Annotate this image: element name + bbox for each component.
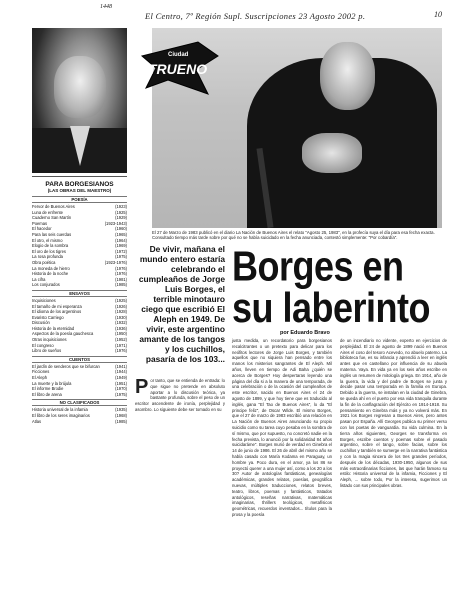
ciudad-trueno-logo xyxy=(138,36,222,98)
work-title: La muerte y la brújula xyxy=(32,380,72,386)
work-year: (1960) xyxy=(115,226,127,232)
sidebar-work-item xyxy=(32,392,127,398)
work-title: El congreso xyxy=(32,342,54,348)
work-year: (1950) xyxy=(115,331,127,337)
work-title: Obra poética xyxy=(32,259,56,265)
work-year: (1975) xyxy=(115,391,127,397)
work-title: El jardín de senderos que se bifurcan xyxy=(32,363,100,369)
sidebar-subtitle: (LAS OBRAS DEL MAESTRO) xyxy=(47,188,112,193)
work-title: La cifra xyxy=(32,276,46,282)
work-title: El libro de los seres imaginarios xyxy=(32,413,90,418)
work-title: Luna de enfrente xyxy=(32,209,63,215)
work-title: Fervor de Buenos Aires xyxy=(32,204,75,209)
work-title: El idioma de los argentinos xyxy=(32,309,82,315)
work-year: (1923) xyxy=(115,204,127,209)
work-year: (1976) xyxy=(115,348,127,354)
work-year: (1976) xyxy=(115,271,127,277)
work-title: Ficciones xyxy=(32,369,50,375)
work-title: El otro, el mismo xyxy=(32,237,63,243)
work-year: (1936) xyxy=(115,325,127,331)
sidebar-section-heading: POESÍA xyxy=(32,196,127,203)
work-title: Aspectos de la poesía gauchesca xyxy=(32,331,94,337)
work-year: (1925) xyxy=(115,297,127,303)
article-column-1 xyxy=(135,378,225,413)
work-title: Otras inquisiciones xyxy=(32,337,67,343)
work-title: El tamaño de mi esperanza xyxy=(32,303,82,309)
sidebar-work-item xyxy=(32,419,127,425)
work-title: El hacedor xyxy=(32,226,52,232)
work-year: (1949) xyxy=(115,375,127,381)
work-year: (1941) xyxy=(115,363,127,369)
work-year: (1968) xyxy=(115,413,127,418)
work-title: Poemas xyxy=(32,220,48,226)
work-year: (1965) xyxy=(115,231,127,237)
sidebar-work-item xyxy=(32,348,127,354)
sidebar-work-item xyxy=(32,282,127,288)
photo-caption: El 27 de Marzo de 1983 publicó en el diario La Nación de Buenos Aires el relato "Agosto 25, 1983", en la profecía suya el día para esa fecha exacta. Consultado tiempo más tarde sobre por qué no se había suicidado en la fecha anunciada, contestó simplemente: "Por cobardía". xyxy=(152,230,435,241)
handwritten-source-note: El Centro, 7º Región Supl. Suscripciones 23 Agosto 2002 p. xyxy=(145,11,366,21)
work-year: (1926) xyxy=(115,303,127,309)
work-title: La rosa profunda xyxy=(32,254,63,260)
handwritten-page-number: 10 xyxy=(434,10,442,19)
article-byline: por Eduardo Bravo xyxy=(280,330,330,336)
work-title: Evaristo Carriego xyxy=(32,314,64,320)
lede-paragraph: De vivir, mañana el mundo entero estaría celebrando el cumpleaños de Jorge Luis Borges, el terrible minotauro ciego que escribió El Aleph en 1949. De vivir, este argentino amante de los tangos y los cuchillos, pasaría de los 103... xyxy=(138,244,225,364)
handwritten-archive-number: 1448 xyxy=(100,4,112,10)
works-sidebar xyxy=(32,176,127,424)
article-column-3: de un incendiario no vidente, experto en ejercicios de perplejidad. El 24 de agosto de 1899 nació en Buenos Aires el coso del tesoro Acevedo, no abuelo paterno. La biblioteca fue, es su infancia y aprendió a leer en inglés antes que en castellano por influencia de su abuela materna. Vaya. En vida ya en los seis años escribe en inglés un resumen de mitología griega. En 1914, año de la guerra, la vida y del padre de Borges se junta y decide pasar una temporada en la familia en Europa. Debido a la guerra, se instalan en la ciudad de Ginebra, se queda ahí en el puerto por esa vida tranquila durante la fin de la conflagración del Ejército en 1914-1918. Su pensamiento en Ginebra más y ya no volverá más. En 1921 los Borges regresan a Buenos Aires, pero antes pasan por España. Allí Georges publica su primer verso con los poetas de vanguardia. Su vida culmina. En la tierra años siguientes, Georges se transforma en Borges, escribe cuentos y poemas sobre el pasado argentino, sobre el tango, sobre facias, sobre los cuchillos y también se sumerge en la narrativa fantástica y con la magia sincera de los tres grandes períodos, después de los décadas, 1930-1950, algunos de sus más extraordinarias ficciones, las que harán famoso su estilo: Historia universal de la infamia, Ficciones y El Aleph, ... sobre todo, Por la interesa, sugerimos un listado con sus principales obras. xyxy=(340,338,447,488)
work-year: (1969) xyxy=(115,243,127,249)
work-title: El informe Brodie xyxy=(32,386,64,392)
article-headline: Borges en su laberinto xyxy=(232,242,431,332)
work-year: (1944) xyxy=(115,369,127,375)
work-year: (1981) xyxy=(115,276,127,282)
work-year: (1923-1976) xyxy=(104,259,127,265)
logo-word-text: TRUENO xyxy=(148,61,208,77)
column-1-text: or tanto, que se entienda de entrada: lo que sigue no pretende en absoluto aportar a lo discusión teórica, ya bastante profunda, sobre el peso de un escritor ascendente de ironía, perplejidad y asombro. Lo siguiente debe ser tomado en su xyxy=(135,378,225,412)
sidebar-section-heading: CUENTOS xyxy=(32,356,127,363)
work-title: Libro de sueños xyxy=(32,348,62,354)
work-year: (1970) xyxy=(115,386,127,392)
work-year: (1975) xyxy=(115,254,127,260)
drop-cap: P xyxy=(135,376,149,398)
work-title: Elogio de la sombra xyxy=(32,243,69,249)
sidebar-title: PARA BORGESIANOS xyxy=(45,181,114,188)
logo-top-text: Ciudad xyxy=(168,52,189,58)
work-year: (1976) xyxy=(115,265,127,271)
work-year: (1928) xyxy=(115,309,127,315)
work-title: El Aleph xyxy=(32,375,48,381)
work-title: Los conjurados xyxy=(32,282,60,288)
work-year: (1972) xyxy=(115,248,127,254)
work-title: Inquisiciones xyxy=(32,297,56,303)
work-title: El libro de arena xyxy=(32,391,62,397)
work-year: (1985) xyxy=(115,282,127,288)
work-year: (1985) xyxy=(115,418,127,424)
work-title: Historia de la eternidad xyxy=(32,325,75,331)
work-title: El oro de los tigres xyxy=(32,248,66,254)
work-year: (1930) xyxy=(115,314,127,320)
work-title: Discusión xyxy=(32,320,50,326)
article-column-2: justa medida, un recordatorio para borgesianos recalcitrantes o un pretexto para delicar para los neófitos lectores de Jorge Luis Borges, y también aquellos que no siquiera han pensado entre los manos los misterios sangrantes de El Aleph. Mil años, lleven en tiempo de Adi Baha ¿quién se acerca de Borges? Hoy despertaras leyendo una página del día si a la manera de una temporada, de una celebración o de la ocasión del cumpleaños de este escritor, nacido en Buenos Aires el 24 de agosto de 1899, y que hoy tiene que es traducido al inglés, gana "El Tao de Buenos Aires", lo da "El principe feliz", de Oscar Wilde. El mismo Borges, que el 27 de marzo de 1983 escribió una relación en La Nación de Buenos Aires anunciando su propio suicidio como su tarea cuyo pesaba en la sombra de sí mismo, que por supuesto, no concretó nadie en la fecha prevista, lo anunció por la solidaridad 84 años suicidaráme". Borges murió de verdad en Ginebra el 14 de junio de 1986. El 26 de abril del mismo año se había casado con María Kodama en Paraguay, un hombre ya. Poco dura, en el amor, ya los 86 se proyectó querer a una mujer así, como a los 20 a los 30? Autor de antologías fantásticas, genealogías académicas, grandes relatos, poesías, geográfica nuevas, múltiples traducciones, relatos breves, teatro, libros, poemas y fantásticos, tratados antológicos, reseñas narrativas, matemáticas imaginarias, thrillers teológicos, metafísicos geométricas, recuerdos inventados... títulos para la prosa y la poesía xyxy=(232,338,332,517)
work-year: (1935) xyxy=(115,407,127,413)
work-title: Historia de la noche xyxy=(32,271,69,277)
work-title: La moneda de hierro xyxy=(32,265,70,271)
work-year: (1923-1943) xyxy=(104,220,127,226)
work-title: Historia universal de la infamia xyxy=(32,407,88,413)
work-title: Atlas xyxy=(32,418,42,424)
borges-portrait-photo xyxy=(32,28,127,173)
work-year: (1964) xyxy=(115,237,127,243)
work-year: (1929) xyxy=(115,215,127,221)
sidebar-section-heading: ENSAYOS xyxy=(32,290,127,297)
sidebar-section-heading: NO CLASIFICADOS xyxy=(32,399,127,406)
work-title: Cuaderno San Martín xyxy=(32,215,72,221)
sidebar-sections xyxy=(32,196,127,424)
work-year: (1951) xyxy=(115,380,127,386)
work-year: (1952) xyxy=(115,337,127,343)
work-title: Para las seis cuerdas xyxy=(32,231,72,237)
work-year: (1971) xyxy=(115,342,127,348)
work-year: (1932) xyxy=(115,320,127,326)
work-year: (1925) xyxy=(115,209,127,215)
